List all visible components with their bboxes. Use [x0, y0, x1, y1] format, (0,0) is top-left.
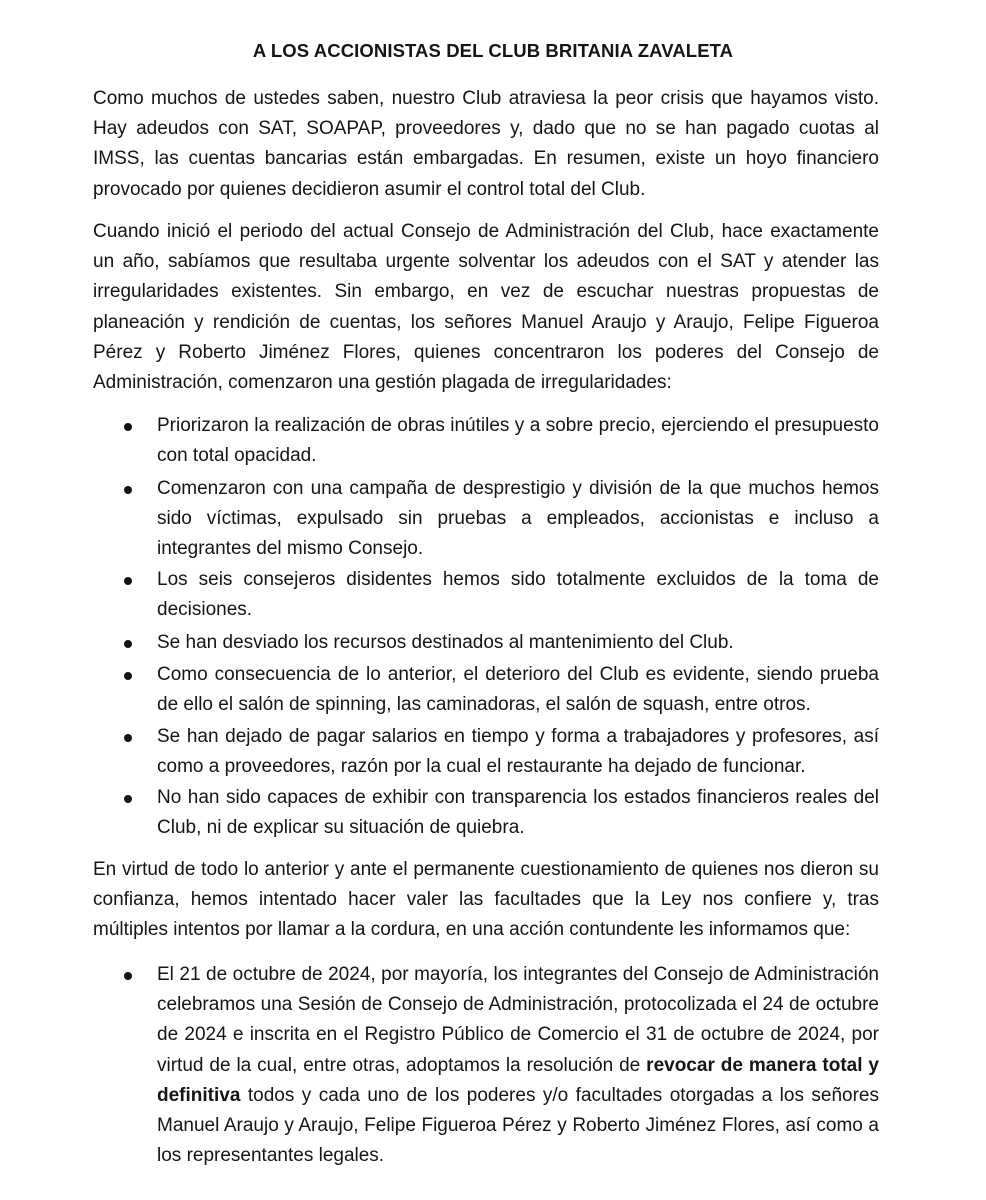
bullet-dot-icon	[124, 795, 132, 803]
council-paragraph: Cuando inició el periodo del actual Consejo de Administración del Club, hace exactamente un año, sabíamos que resultaba urgente solventar los adeudos con el SAT y atender las irregularidades existentes. Sin embargo, en vez de escuchar nuestras propuestas de planeación y rendición de cuentas, los señores Manuel Araujo y Araujo, Felipe Figueroa Pérez y Roberto Jiménez Flores, quienes concentraron los poderes del Consejo de Administración, comenzaron una gestión plagada de irregularidades:	[93, 221, 879, 394]
bullet-dot-icon	[124, 423, 132, 431]
list-item-resolution	[157, 960, 879, 1171]
bullet-dot-icon	[124, 734, 132, 742]
intro-paragraph: Como muchos de ustedes saben, nuestro Club atraviesa la peor crisis que hayamos visto. Hay adeudos con SAT, SOAPAP, proveedores y, dado que no se han pagado cuotas al IMSS, las cuentas bancarias están embargadas. En resumen, existe un hoyo financiero provocado por quienes decidieron asumir el control total del Club.	[93, 88, 879, 200]
bullet-dot-icon	[124, 672, 132, 680]
list-item: Comenzaron con una campaña de desprestigio y división de la que muchos hemos sido víctimas, expulsado sin pruebas a empleados, accionistas e incluso a integrantes del mismo Consejo.	[157, 478, 879, 560]
bullet-dot-icon	[124, 972, 132, 980]
resolution-text-start: El 21 de octubre de 2024, por mayoría, los integrantes del Consejo de Administración celebramos una Sesión de Consejo de Administración, protocolizada el 24 de octubre de 2024 e inscrita en el Registro Público de Comercio el 31 de octubre de 2024, por virtud de la cual, entre otras, adoptamos la resolución de	[157, 964, 879, 1076]
bullet-dot-icon	[124, 486, 132, 494]
resolution-text-bold: revocar de manera total y definitiva	[157, 1054, 879, 1106]
list-item: Priorizaron la realización de obras inútiles y a sobre precio, ejerciendo el presupuesto con total opacidad.	[157, 415, 879, 467]
list-item: Como consecuencia de lo anterior, el deterioro del Club es evidente, siendo prueba de ello el salón de spinning, las caminadoras, el salón de squash, entre otros.	[157, 664, 879, 716]
resolution-text-end: todos y cada uno de los poderes y/o facultades otorgadas a los señores Manuel Araujo y Araujo, Felipe Figueroa Pérez y Roberto Jiménez Flores, así como a los representantes legales.	[157, 1084, 879, 1167]
document-title: A LOS ACCIONISTAS DEL CLUB BRITANIA ZAVALETA	[252, 40, 734, 61]
list-item: No han sido capaces de exhibir con transparencia los estados financieros reales del Club, ni de explicar su situación de quiebra.	[157, 787, 879, 839]
bullet-dot-icon	[124, 640, 132, 648]
list-item: Los seis consejeros disidentes hemos sido totalmente excluidos de la toma de decisiones.	[157, 569, 879, 621]
list-item: Se han desviado los recursos destinados al mantenimiento del Club.	[157, 632, 734, 653]
list-item: Se han dejado de pagar salarios en tiempo y forma a trabajadores y profesores, así como a proveedores, razón por la cual el restaurante ha dejado de funcionar.	[157, 726, 879, 778]
announcement-paragraph: En virtud de todo lo anterior y ante el permanente cuestionamiento de quienes nos dieron su confianza, hemos intentado hacer valer las facultades que la Ley nos confiere y, tras múltiples intentos por llamar a la cordura, en una acción contundente les informamos que:	[93, 859, 879, 941]
bullet-dot-icon	[124, 577, 132, 585]
